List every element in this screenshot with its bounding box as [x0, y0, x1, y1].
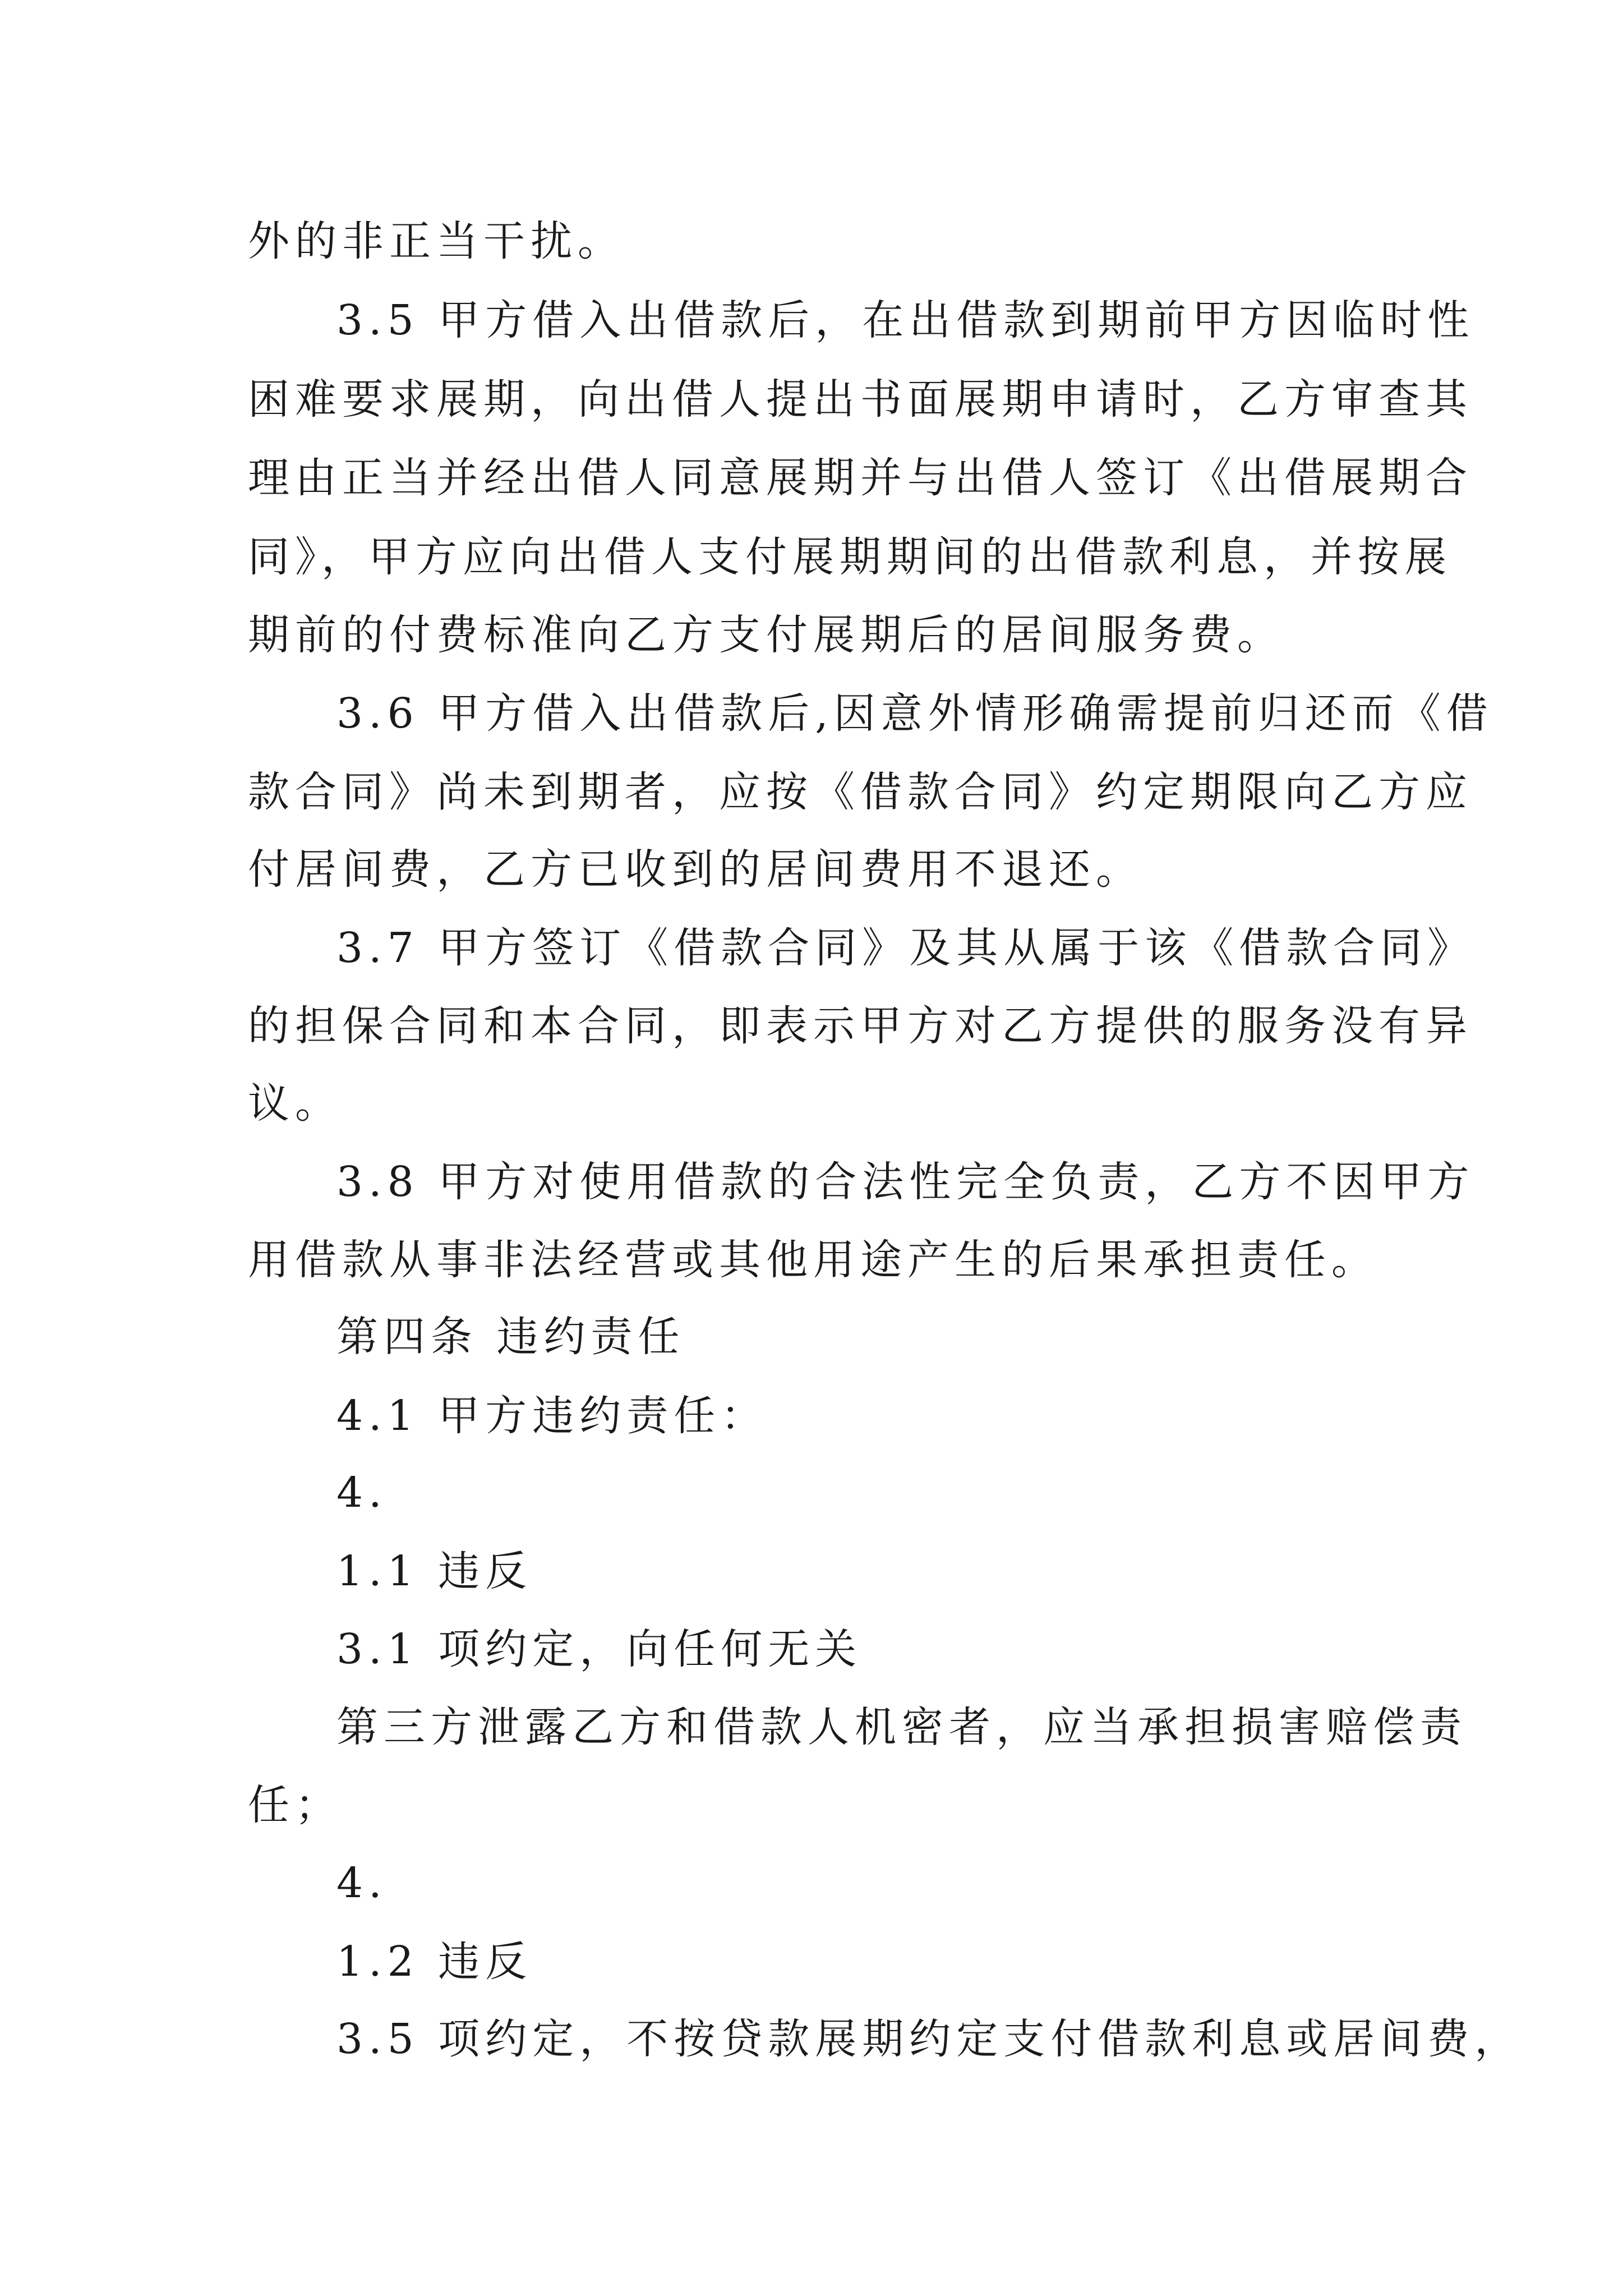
- text-line: 外的非正当干扰。: [248, 217, 625, 265]
- text-line: 3.1 项约定，向任何无关: [336, 1625, 863, 1673]
- text-line: 1.1 违反: [336, 1547, 533, 1595]
- text-line: 付居间费，乙方已收到的居间费用不退还。: [248, 845, 1143, 894]
- text-line: 3.7 甲方签订《借款合同》及其从属于该《借款合同》: [336, 924, 1475, 972]
- text-line: 3.5 项约定，不按贷款展期约定支付借款利息或居间费，: [336, 2015, 1522, 2063]
- text-line: 第三方泄露乙方和借款人机密者，应当承担损害赔偿责: [336, 1703, 1467, 1751]
- text-line: 理由正当并经出借人同意展期并与出借人签订《出借展期合: [248, 454, 1473, 502]
- text-line: 用借款从事非法经营或其他用途产生的后果承担责任。: [248, 1236, 1378, 1284]
- text-line: 3.6 甲方借入出借款后,因意外情形确需提前归还而《借: [336, 689, 1493, 738]
- text-line: 3.5 甲方借入出借款后，在出借款到期前甲方因临时性: [336, 296, 1475, 344]
- text-line: 4.: [336, 1469, 388, 1517]
- text-line: 任；: [248, 1781, 342, 1829]
- text-line: 同》，甲方应向出借人支付展期期间的出借款利息，并按展: [248, 533, 1452, 581]
- text-line: 3.8 甲方对使用借款的合法性完全负责，乙方不因甲方: [336, 1158, 1475, 1206]
- text-line: 4.: [336, 1859, 388, 1907]
- text-line: 议。: [248, 1079, 342, 1128]
- text-line: 期前的付费标准向乙方支付展期后的居间服务费。: [248, 611, 1284, 659]
- text-line: 1.2 违反: [336, 1938, 533, 1986]
- text-line: 的担保合同和本合同，即表示甲方对乙方提供的服务没有异: [248, 1002, 1473, 1050]
- text-line: 4.1 甲方违约责任：: [336, 1392, 768, 1440]
- text-line: 款合同》尚未到期者，应按《借款合同》约定期限向乙方应: [248, 768, 1473, 816]
- text-line: 困难要求展期，向出借人提出书面展期申请时，乙方审查其: [248, 375, 1473, 424]
- text-line: 第四条 违约责任: [336, 1313, 685, 1361]
